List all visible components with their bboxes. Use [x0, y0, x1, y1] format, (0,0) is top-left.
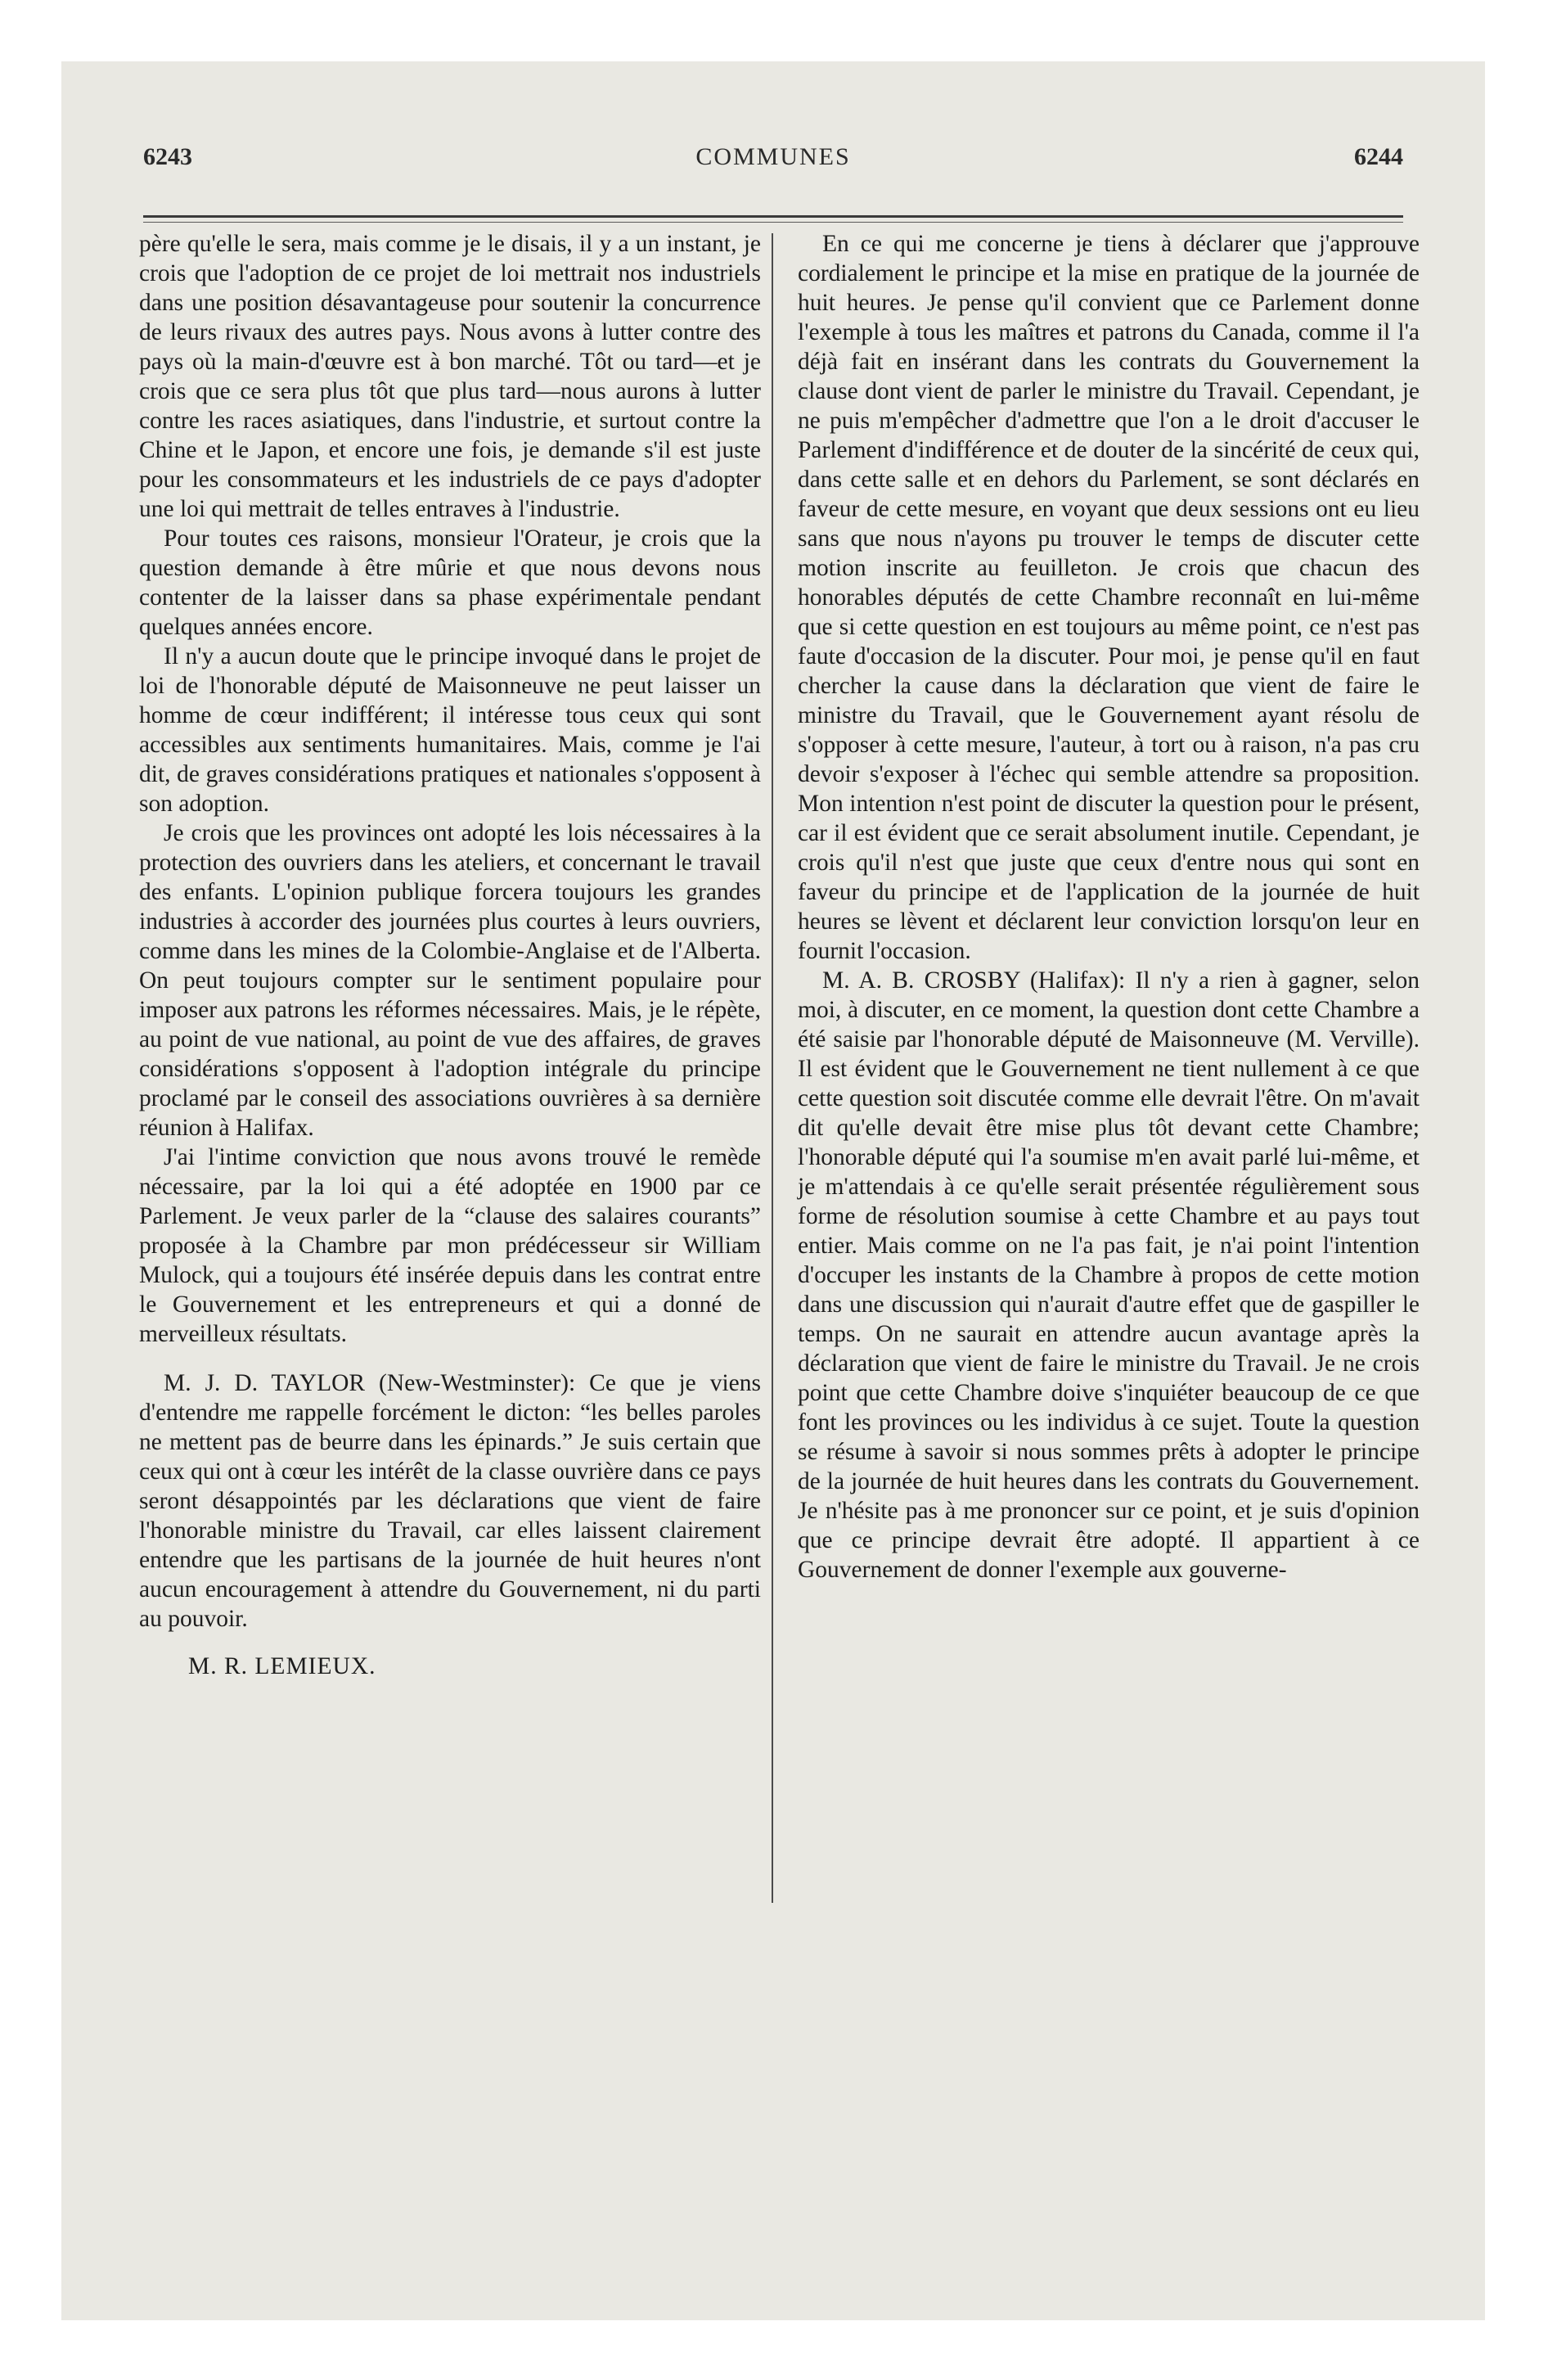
paragraph: Pour toutes ces raisons, monsieur l'Orateur, je crois que la question demande à être mûrie et que nous devons nous contenter de la laisser dans sa phase expérimentale pendant quelques années encore. [139, 525, 761, 640]
page-header [143, 143, 1403, 176]
running-title: COMMUNES [695, 143, 851, 170]
left-page-number: 6243 [143, 143, 192, 170]
paragraph: J'ai l'intime conviction que nous avons trouvé le remède nécessaire, par la loi qui a été adoptée en 1900 par ce Parlement. Je veux parler de la “clause des salaires courants” proposée à la Chambre par mon prédécesseur sir William Mulock, qui a toujours été insérée depuis dans les contrat entre le Gouvernement et les entrepreneurs et qui a donné de merveilleux résultats. [139, 1144, 761, 1347]
paragraph: Il n'y a aucun doute que le principe invoqué dans le projet de loi de l'honorable député de Maisonneuve ne peut laisser un homme de cœur indifférent; il intéresse tous ceux qui sont accessibles aux sentiments humanitaires. Mais, comme je l'ai dit, de graves considérations pratiques et nationales s'opposent à son adoption. [139, 643, 761, 817]
left-column [139, 229, 761, 1681]
speaker-heading: M. R. LEMIEUX. [188, 1653, 376, 1679]
page [61, 61, 1485, 2320]
speaker-paragraph: M. A. B. CROSBY (Halifax): Il n'y a rien à gagner, selon moi, à discuter, en ce moment, la question dont cette Chambre a été saisie par l'honorable député de Maisonneuve (M. Verville). Il est évident que le Gouvernement ne tient nullement à ce que cette question soit discutée comme elle devrait l'être. On m'avait dit qu'elle devait être mise plus tôt devant cette Chambre; l'honorable député qui l'a soumise m'en avait parlé lui-même, et je m'attendais à ce qu'elle serait présentée régulièrement sous forme de résolution soumise à cette Chambre et au pays tout entier. Mais comme on ne l'a pas fait, je n'ai point l'intention d'occuper les instants de la Chambre à propos de cette motion dans une discussion qui n'aurait d'autre effet que de gaspiller le temps. On ne saurait en attendre aucun avantage après la déclaration que vient de faire le ministre du Travail. Je ne crois point que cette Chambre doive s'inquiéter beaucoup de ce que font les provinces ou les individus à ce sujet. Toute la question se résume à savoir si nous sommes prêts à adopter le principe de la journée de huit heures dans les contrats du Gouvernement. Je n'hésite pas à me prononcer sur ce point, et je suis d'opinion que ce principe devrait être adopté. Il appartient à ce Gouvernement de donner l'exemple aux gouverne- [798, 967, 1420, 1583]
paragraph: En ce qui me concerne je tiens à déclarer que j'approuve cordialement le principe et la mise en pratique de la journée de huit heures. Je pense qu'il convient que ce Parlement donne l'exemple à tous les maîtres et patrons du Canada, comme il l'a déjà fait en insérant dans les contrats du Gouvernement la clause dont vient de parler le ministre du Travail. Cependant, je ne puis m'empêcher d'admettre que l'on a le droit d'accuser le Parlement d'indifférence et de douter de la sincérité de ceux qui, dans cette salle et en dehors du Parlement, se sont déclarés en faveur de cette mesure, en voyant que deux sessions ont eu lieu sans que nous n'ayons pu trouver le temps de discuter cette motion inscrite au feuilleton. Je crois que chacun des honorables députés de cette Chambre reconnaît en lui-même que si cette question en est toujours au même point, ce n'est pas faute d'occasion de la discuter. Pour moi, je pense qu'il en faut chercher la cause dans la déclaration que vient de faire le ministre du Travail, que le Gouvernement ayant résolu de s'opposer à cette mesure, l'auteur, à tort ou à raison, n'a pas cru devoir s'exposer à l'échec qui semble attendre sa proposition. Mon intention n'est point de discuter la question pour le présent, car il est évident que ce serait absolument inutile. Cependant, je crois qu'il n'est que juste que ceux d'entre nous qui sont en faveur du principe et de l'application de la journée de huit heures se lèvent et déclarent leur conviction lorsqu'on leur en fournit l'occasion. [798, 231, 1420, 964]
paragraph: père qu'elle le sera, mais comme je le disais, il y a un instant, je crois que l'adoption de ce projet de loi mettrait nos industriels dans une position désavantageuse pour soutenir la concurrence de leurs rivaux des autres pays. Nous avons à lutter contre des pays où la main-d'œuvre est à bon marché. Tôt ou tard—et je crois que ce sera plus tôt que plus tard—nous aurons à lutter contre les races asiatiques, dans l'industrie, et surtout contre la Chine et le Japon, et encore une fois, je demande s'il est juste pour les consommateurs et les industriels de ce pays d'adopter une loi qui mettrait de telles entraves à l'industrie. [139, 231, 761, 522]
paragraph: Je crois que les provinces ont adopté les lois nécessaires à la protection des ouvriers dans les ateliers, et concernant le travail des enfants. L'opinion publique forcera toujours les grandes industries à accorder des journées plus courtes à leurs ouvriers, comme dans les mines de la Colombie-Anglaise et de l'Alberta. On peut toujours compter sur le sentiment populaire pour imposer aux patrons les réformes nécessaires. Mais, je le répète, au point de vue national, au point de vue des affaires, de graves considérations s'opposent à l'adoption intégrale du principe proclamé par le conseil des associations ouvrières à sa dernière réunion à Halifax. [139, 820, 761, 1141]
right-page-number: 6244 [1354, 143, 1403, 170]
speaker-paragraph: M. J. D. TAYLOR (New-Westminster): Ce que je viens d'entendre me rappelle forcément le dicton: “les belles paroles ne mettent pas de beurre dans les épinards.” Je suis certain que ceux qui ont à cœur les intérêt de la classe ouvrière dans ce pays seront désappointés par les déclarations que vient de faire l'honorable ministre du Travail, car elles laissent clairement entendre que les partisans de la journée de huit heures n'ont aucun encouragement à attendre du Gouvernement, ni du parti au pouvoir. [139, 1370, 761, 1632]
header-rule-thin [143, 222, 1403, 223]
header-rule-thick [143, 215, 1403, 218]
column-separator [772, 233, 773, 1903]
right-column [798, 229, 1420, 1584]
